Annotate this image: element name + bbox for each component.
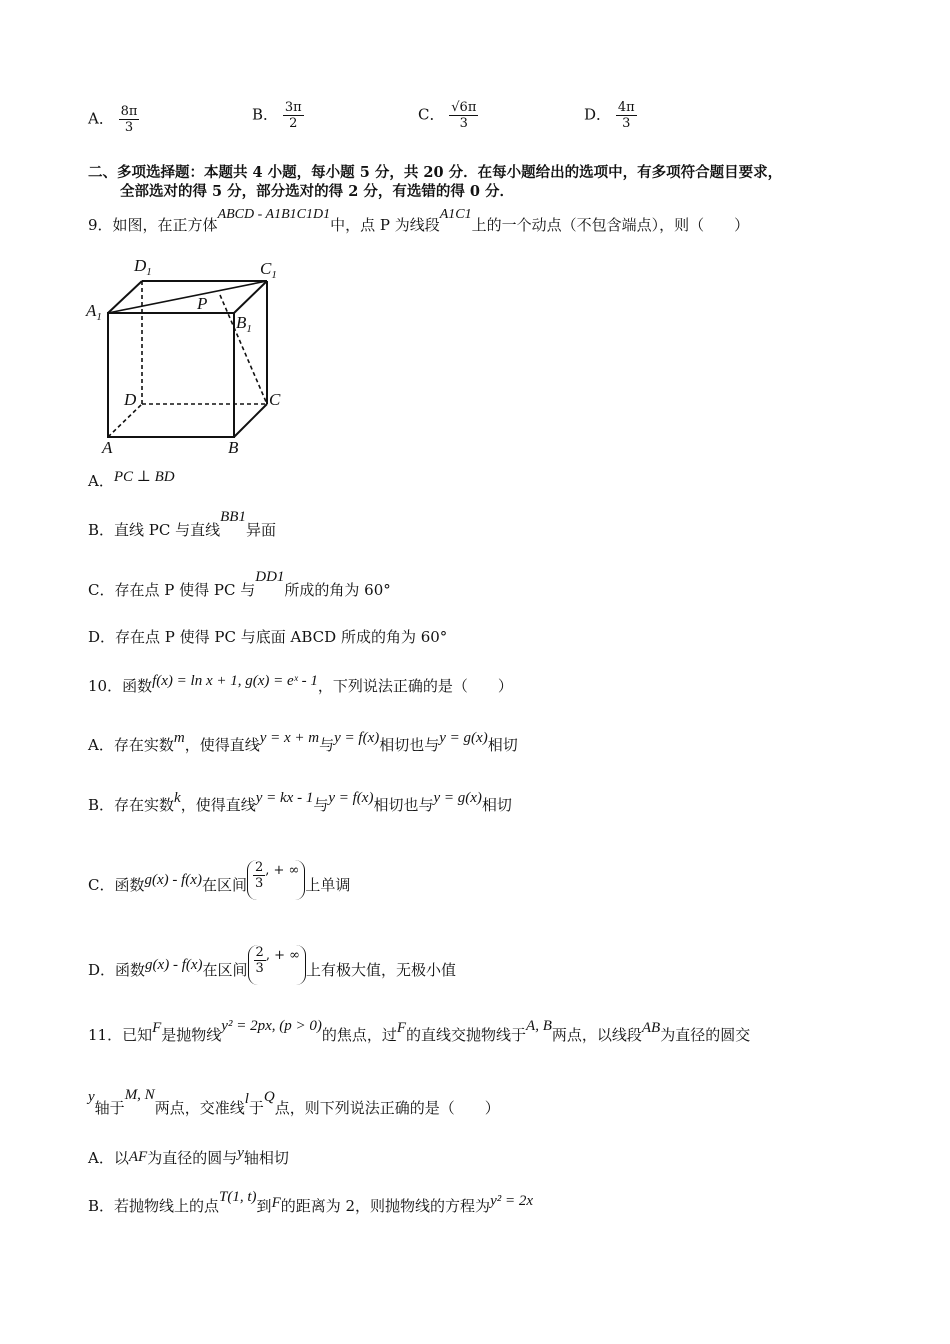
option-text: 所成的角为 60° [284,581,391,599]
option-text: 若抛物线上的点 [114,1197,220,1215]
option-text: 在区间 [201,876,247,894]
curve-f: y = f(x) [334,730,380,746]
label-a: A [102,438,113,457]
option-math: DD1 [255,569,285,585]
label-c1: $C_1$ [260,259,277,281]
q9-option-d [88,626,447,647]
diagonal-a1-c1 [108,281,267,313]
option-text: 相切也与 [373,796,434,814]
line-eq: y = x + m [259,730,320,746]
stem-text: 是抛物线 [161,1026,222,1044]
cube-figure [80,252,290,462]
denominator: 3 [255,961,264,976]
q8-option-b [252,100,304,131]
q10-option-c [88,860,351,906]
stem-text: 上的一个动点（不包含端点），则（ ） [471,216,750,234]
numerator: 8π [120,104,138,119]
focus-f: F [271,1195,281,1211]
option-label: B． [88,1197,115,1215]
parabola-eq: y² = 2px, (p > 0) [221,1018,322,1034]
option-text: 异面 [245,521,276,539]
directrix-l: l [244,1091,249,1107]
line-eq: y = kx - 1 [255,790,314,806]
focus-f: F [396,1020,407,1036]
option-text: 上有极大值，无极小值 [305,961,456,979]
q9-option-b [88,509,276,540]
focus-f: F [152,1020,162,1036]
question-number: 9． [88,216,113,234]
infinity: , + ∞ [265,862,300,878]
variable-m: m [173,730,185,746]
stem-text: 如图，在正方体 [112,216,218,234]
q9-option-c [88,569,391,600]
option-text: 轴相切 [243,1149,289,1167]
stem-text: 的直线交抛物线于 [406,1026,527,1044]
axis-y: y [237,1145,244,1161]
label-a1: $A_1$ [86,301,102,323]
section-heading-cont: 全部选对的得 5 分，部分选对的得 2 分，有选错的得 0 分． [120,183,515,200]
option-text: 以 [113,1149,129,1167]
stem-text: 于 [248,1099,264,1117]
denominator: 3 [124,120,134,135]
option-text: 相切 [487,736,518,754]
curve-f: y = f(x) [328,790,374,806]
q9-stem [88,207,750,235]
numerator: 3π [284,100,302,115]
option-text: 存在实数 [114,796,175,814]
points-ab: A, B [526,1018,552,1034]
option-label: D． [584,105,612,124]
option-text: 与 [319,736,335,754]
fraction [254,945,266,976]
option-text: 到 [256,1197,272,1215]
option-label: A． [88,472,114,490]
fraction [119,104,140,135]
point-t: T(1, t) [219,1189,257,1205]
edge-a1-d1 [108,281,142,313]
numerator: 2 [255,945,264,960]
q9-option-a [88,470,175,491]
q8-option-c [418,100,478,131]
question-number: 11． [88,1026,123,1044]
numerator: 2 [254,860,264,875]
expression: g(x) - f(x) [145,957,203,973]
segment-ab: AB [641,1020,661,1036]
stem-text: 两点，以线段 [551,1026,642,1044]
option-text: ，使得直线 [184,736,260,754]
section-heading: 二、多项选择题：本题共 4 小题，每小题 5 分，共 20 分．在每小题给出的选项中，有多项符合题目要求， [88,164,783,181]
denominator: 3 [254,876,264,891]
option-label: C． [418,105,445,124]
expression: g(x) - f(x) [144,872,202,888]
option-text: 相切也与 [379,736,440,754]
q10-option-b [88,790,512,815]
option-math: BB1 [220,509,246,525]
option-text: 为直径的圆与 [147,1149,238,1167]
interval [247,860,305,900]
segment-af: AF [128,1149,148,1165]
denominator: 3 [622,116,631,131]
q10-stem [88,675,513,696]
q11-option-b [88,1189,533,1216]
interval [248,945,306,985]
q8-option-d [584,100,637,131]
stem-text: 轴于 [94,1099,125,1117]
option-text: 存在点 P 使得 PC 与 [114,581,256,599]
label-p: P [197,294,208,313]
option-label: B． [88,796,115,814]
fraction [616,100,637,131]
stem-text: 中，点 P 为线段 [330,216,440,234]
q10-option-d [88,945,456,991]
denominator: 2 [289,116,298,131]
option-math: PC ⊥ BD [113,469,175,485]
option-label: A． [88,109,114,128]
fraction [449,100,478,131]
label-b1: $B_1$ [236,313,252,335]
option-label: B． [252,105,279,124]
q11-option-a [88,1147,289,1168]
infinity: , + ∞ [265,947,300,963]
label-d: D [124,390,137,409]
q8-option-a [88,104,139,135]
option-text: 存在点 P 使得 PC 与底面 ABCD 所成的角为 60° [115,628,448,646]
parabola-answer: y² = 2x [490,1193,533,1209]
option-text: ，使得直线 [180,796,256,814]
axis-y: y [88,1089,95,1105]
option-label: C． [88,876,115,894]
option-text: 直线 PC 与直线 [114,521,221,539]
edge-b1-c1 [234,281,267,313]
denominator: 3 [459,116,468,131]
fraction [253,860,265,891]
label-c: C [269,390,281,409]
stem-text: 函数 [122,677,153,695]
label-d1: $D_1$ [134,256,152,278]
option-text: 函数 [114,876,145,894]
option-text: 函数 [115,961,146,979]
q11-stem-line2 [88,1087,500,1118]
option-text: 在区间 [202,961,248,979]
point-q: Q [263,1089,275,1105]
option-label: C． [88,581,115,599]
segment-p-c [220,295,267,404]
function-def: f(x) = ln x + 1, g(x) = eˣ - 1 [152,673,318,689]
points-mn: M, N [124,1087,155,1103]
option-text: 的距离为 2，则抛物线的方程为 [280,1197,491,1215]
stem-text: 为直径的圆交 [660,1026,751,1044]
stem-text: 两点，交准线 [154,1099,245,1117]
stem-text: 的焦点，过 [321,1026,397,1044]
edge-b-c [234,404,267,437]
numerator: 4π [617,100,635,115]
stem-text: 已知 [122,1026,153,1044]
option-label: A． [88,1149,114,1167]
numerator: √6π [451,100,477,115]
q11-stem-line1 [88,1018,751,1045]
option-text: 上单调 [305,876,351,894]
option-text: 相切 [481,796,512,814]
fraction [283,100,304,131]
option-text: 存在实数 [113,736,174,754]
stem-text: 点，则下列说法正确的是（ ） [274,1099,500,1117]
variable-k: k [174,790,181,806]
option-label: D． [88,961,116,979]
label-b: B [228,438,239,457]
curve-g: y = g(x) [439,730,488,746]
option-label: B． [88,521,115,539]
q10-option-a [88,730,518,755]
segment-name: A1C1 [439,207,472,222]
cube-name: ABCD - A1B1C1D1 [217,207,331,222]
option-label: A． [88,736,114,754]
option-text: 与 [313,796,329,814]
front-face [108,313,234,437]
question-number: 10． [88,677,123,695]
option-label: D． [88,628,116,646]
stem-text: ，下列说法正确的是（ ） [317,677,513,695]
curve-g: y = g(x) [433,790,482,806]
